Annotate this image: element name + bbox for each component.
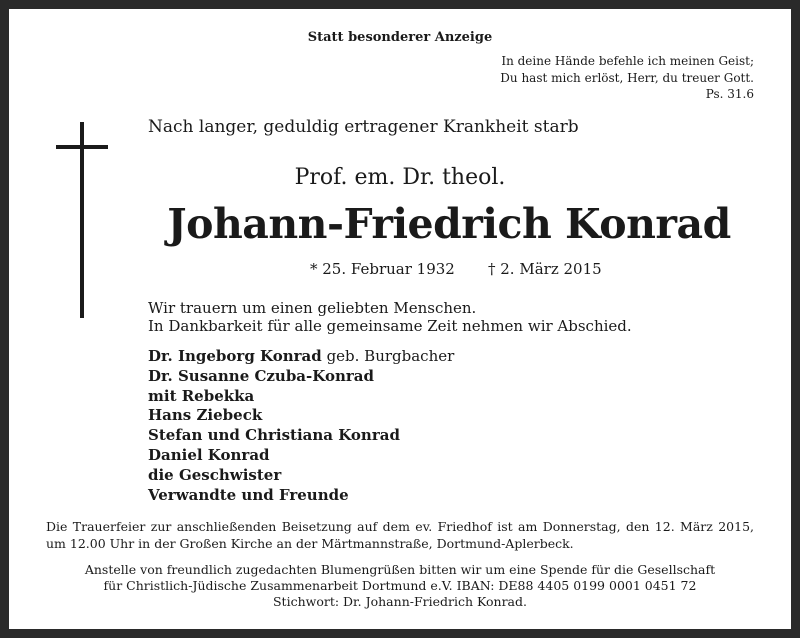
intro-text: Nach langer, geduldig ertragener Krankheit starb: [148, 117, 579, 137]
donation-line: Stichwort: Dr. Johann-Friedrich Konrad.: [272, 594, 527, 609]
birth-date: * 25. Februar 1932: [310, 260, 455, 278]
bible-verse: [500, 53, 754, 103]
deceased-name: Johann-Friedrich Konrad: [167, 200, 731, 248]
verse-line: Du hast mich erlöst, Herr, du treuer Gott.: [500, 70, 754, 85]
death-date: † 2. März 2015: [488, 260, 602, 278]
mourning-line: Wir trauern um einen geliebten Menschen.: [148, 299, 477, 317]
signer-name: die Geschwister: [148, 465, 282, 484]
verse-line: In deine Hände befehle ich meinen Geist;: [501, 54, 754, 68]
notice-header: Statt besonderer Anzeige: [307, 30, 493, 45]
signer-name: Dr. Ingeborg Konrad: [148, 347, 322, 365]
verse-reference: Ps. 31.6: [705, 87, 754, 101]
funeral-service-info: Die Trauerfeier zur anschließenden Beisetzung auf dem ev. Friedhof ist am Donnerstag, den 12. März 2015, um 12.00 Uhr in der Großen Kirche an der Märtmannstraße, Dortmund-Aplerbeck.: [46, 519, 754, 551]
signer: [148, 347, 454, 367]
mourning-text: [148, 299, 632, 335]
mourning-line: In Dankbarkeit für alle gemeinsame Zeit nehmen wir Abschied.: [148, 317, 632, 335]
donation-line: für Christlich-Jüdische Zusammenarbeit Dortmund e.V. IBAN: DE88 4405 0199 0001 0451 72: [103, 578, 697, 593]
signer-name: Verwandte und Freunde: [148, 485, 349, 504]
signer-name: mit Rebekka: [148, 386, 255, 405]
signer-name: Daniel Konrad: [148, 445, 270, 464]
donation-info: [0, 562, 800, 610]
donation-line: Anstelle von freundlich zugedachten Blumengrüßen bitten wir um eine Spende für die Gesellschaft: [84, 562, 716, 577]
signer-note: geb. Burgbacher: [326, 347, 455, 365]
signer-name: Hans Ziebeck: [148, 406, 263, 425]
academic-title: Prof. em. Dr. theol.: [294, 165, 506, 190]
signer-name: Stefan und Christiana Konrad: [148, 426, 400, 445]
signer-name: Dr. Susanne Czuba-Konrad: [148, 366, 374, 385]
signers-list: [148, 347, 454, 505]
